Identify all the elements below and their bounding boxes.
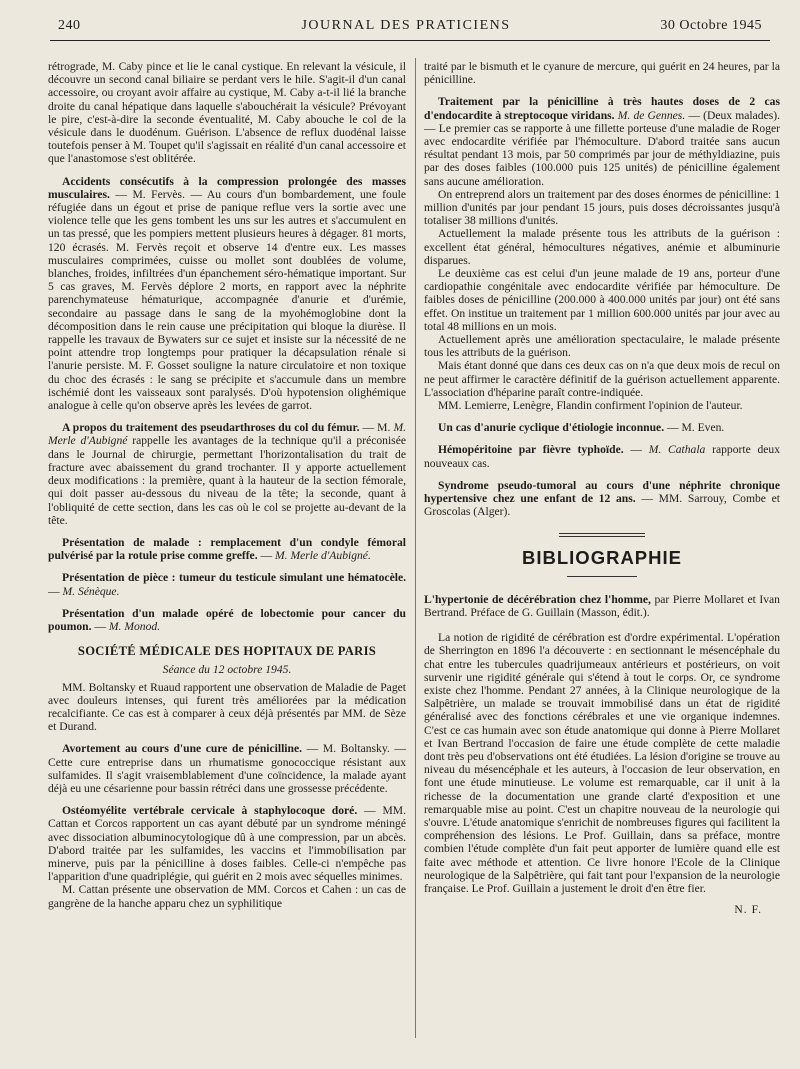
article-author: M. Fervès.	[132, 187, 185, 201]
right-column	[424, 60, 780, 916]
article-text: Au cours d'un bombardement, une foule réfugiée dans un égout et prise de panique reflue vers la sortie avec une violence telle que les gens tombent les uns sur les autres et s'accumulent en un tas pressé, que les pompiers mettent plusieurs heures à dégager. 81 morts, 120 écrasés. M. Fervès reçoit et observe 14 d'entre eux. Les masses musculaires comprimées, cuisse ou mollet sont doublées de volume, blanches, froides, infiltrées d'un épanchement séro-hématique important. Sur 5 cas graves, M. Fervès déplore 2 morts, en rapport avec la néphrite parenchymateuse hématurique, accompagnée d'anurie et d'urémie, secondaire au passage dans le sang de la myohémoglobine dont la décomposition dans le rein cause une précipitation qui bloque la diurèse. Il rappelle les travaux de Bywaters sur ce sujet et insiste sur la nécessité de ne point attendre trop longtemps pour pratiquer la décapsulation rénale si l'anurie persiste. M. F. Gosset souligne la nature circulatoire et non toxique du choc des écrasés : le sang se précipite et s'accumule dans un membre ischémié dont les vaisseaux sont paralysés. D'où hypotension olighémique analogue à celle qu'on observe après les levées de garrot.	[48, 187, 406, 413]
bibliography-section	[424, 533, 780, 577]
paragraph: Le deuxième cas est celui d'un jeune malade de 19 ans, porteur d'une cardiopathie congénitale avec endocardite vérifiée par hémoculture. De faibles doses de pénicilline (200.000 à 400.000 unités par jour) ont été sans effet. On institue un traitement par 1 million 600.000 unités par jour avec au total 48 millions en un mois.	[424, 267, 780, 333]
article-author: M. Even.	[681, 421, 725, 435]
book-review: La notion de rigidité de cérébration est d'ordre expérimental. L'opération de Sherrington en 1896 l'a découverte : en sectionnant le mésencéphale du chat entre les tubercules quadrijumeaux antérieurs et postérieurs, on voit survenir une rigidité générale qui s'étend à tout le corps. Or, ce syndrome existe chez l'homme. Pendant 27 années, à la Clinique neurologique de la Salpêtrière, un malade se trouvait immobilisé dans un état de rigidité généralisé avec des fonctions cérébrales et une vie organique indemnes. C'est ce cas humain avec son étude anatomique qui donne à Pierre Mollaret et Ivan Bertrand l'occasion de faire une étude complète de cette maladie dont très peu d'observations ont été étudiées. La lésion d'origine se trouve au niveau du mésencéphale et les auteurs, à l'occasion de leur observation, en font une étude minutieuse. Le volume est remarquable, car il unit à la richesse de la documentation une grande clarté d'exposition et une remarquable mise au point. C'est un chapitre nouveau de la neurologie qui s'ouvre. L'étude anatomique s'enrichit de nombreuses figures qui facilitent la compréhension des lésions. Le Prof. Guillain, dans sa préface, montre combien l'étude complète d'un fait peut apporter de lumière quand elle est faite avec méthode et attention. Ce livre honore l'Ecole de la Clinique neurologique de la Salpêtrière, qui fait tant pour l'expansion de la neurologie française. Le Prof. Guillain a justement le droit d'en être fier.	[424, 631, 780, 895]
article-title: Hémopéritoine par fièvre typhoïde.	[438, 443, 624, 457]
article-author: M. Boltansky.	[322, 742, 390, 756]
session-day: 12 octobre 1945.	[212, 663, 292, 677]
article-title: Présentation de pièce : tumeur du testicule simulant une hématocèle.	[62, 571, 406, 585]
paragraph: MM. Boltansky et Ruaud rapportent une observation de Maladie de Paget avec douleurs intenses, qui furent très améliorées par la médication recalcifiante. Ce cas est à comparer à ceux déjà présentés par MM. de Sèze et Durand.	[48, 680, 406, 734]
article-pseudarthroses: A propos du traitement des pseudarthroses du col du fémur. — M. M. Merle d'Aubigné rappelle les avantages de la technique qu'il a préconisée dans le Journal de chirurgie, permettant l'horizontalisation du trait de fracture avec abaissement du grand trochanter. Il y apporte actuellement deux modifications : la première, quant à la hauteur de la section fémorale, qui doit passer au-dessous du niveau de la tête; la seconde, quant à l'obliquité de cette section, dans les cas où le col se projette au-devant de la tête.	[48, 421, 407, 527]
article-author: M. Merle d'Aubigné.	[275, 549, 371, 563]
article-presentation-piece: Présentation de pièce : tumeur du testicule simulant une hématocèle. — M. Sénèque.	[48, 571, 406, 598]
article-author: M. Monod.	[108, 619, 161, 633]
society-heading: SOCIÉTÉ MÉDICALE DES HOPITAUX DE PARIS	[77, 644, 377, 659]
paragraph: MM. Lemierre, Lenègre, Flandin confirment l'opinion de l'auteur.	[438, 399, 743, 413]
article-title: Présentation d'un malade opéré de lobectomie pour cancer du poumon.	[48, 606, 406, 633]
paragraph: Mais étant donné que dans ces deux cas on n'a que deux mois de recul on ne peut affirmer le caractère définitif de la guérison actuellement apparente. L'association d'héparine paraît contre-indiquée.	[424, 359, 780, 399]
paragraph: On entreprend alors un traitement par des doses énormes de pénicilline: 1 million d'unités par jour pendant 15 jours, puis doses décroissantes jusqu'à totaliser 38 millions d'unités.	[424, 187, 780, 228]
session-date	[48, 663, 406, 676]
running-head	[50, 16, 762, 38]
paragraph: Actuellement la malade présente tous les attributs de la guérison : excellent état général, hémocultures négatives, anémie et albuminurie disparues.	[424, 227, 780, 267]
article-syndrome: Syndrome pseudo-tumoral au cours d'une néphrite chronique hypertensive chez une enfant de 12 ans. — MM. Sarrouy, Combe et Groscolas (Alger).	[424, 478, 781, 519]
paragraph: Actuellement après une amélioration spectaculaire, le malade présente tous les attributs de la guérison.	[424, 333, 780, 360]
article-author: M. Cathala	[648, 443, 706, 457]
reviewer-signature: N. F.	[734, 903, 762, 917]
article-hemoperitoine: Hémopéritoine par fièvre typhoïde. — M. Cathala rapporte deux nouveaux cas.	[424, 443, 781, 470]
page-number: 240	[58, 18, 81, 33]
article-author: M. Sénèque.	[62, 584, 120, 598]
issue-date: 30 Octobre 1945	[660, 18, 762, 33]
bibliography-heading: BIBLIOGRAPHIE	[522, 546, 682, 568]
paragraph: M. Cattan présente une observation de MM. Corcos et Cahen : un cas de gangrène de la hanche apparu chez un syphilitique	[48, 883, 406, 910]
article-text: rapporte deux nouveaux cas.	[424, 443, 781, 470]
column-divider	[415, 58, 416, 1038]
article-text: rapportent un cas ayant débuté par un syndrome méningé avec dissociation albuminocytologique dû à une compression, par un abcès. D'abord traitée par les sulfamides, les vaccins et l'immobilisation par minerve, puis par la pénicilline à doses faibles. Celle-ci n'empêche pas l'apparition d'une quadriplégie, qui guérit en 2 mois avec séquelles minimes.	[48, 817, 407, 884]
article-author: MM. Sarrouy, Combe et Groscolas (Alger).	[424, 492, 781, 519]
journal-title: JOURNAL DES PRATICIENS	[301, 18, 511, 33]
article-avortement: Avortement au cours d'une cure de pénicilline. — M. Boltansky. — Cette cure entreprise dans un rhumatisme gonococcique résistant aux sulfamides. Il s'agit vraisemblablement d'une coïncidence, la malade ayant déjà eu une césarienne pour bassin rétréci dans une grossesse précédente.	[48, 742, 407, 795]
article-osteomyelite: Ostéomyélite vertébrale cervicale à staphylocoque doré. — MM. Cattan et Corcos rapportent un cas ayant débuté par un syndrome méningé avec dissociation albuminocytologique dû à une compression, par un abcès. D'abord traitée par les sulfamides, les vaccins et l'immobilisation par minerve, puis par la pénicilline à doses faibles. Celle-ci n'empêche pas l'apparition d'une quadriplégie, qui guérit en 2 mois avec séquelles minimes.	[48, 804, 407, 884]
article-title: Avortement au cours d'une cure de pénicilline.	[62, 742, 303, 756]
article-lobectomie: Présentation d'un malade opéré de lobectomie pour cancer du poumon. — M. Monod.	[48, 606, 406, 633]
article-accidents: Accidents consécutifs à la compression prolongée des masses musculaires. — M. Fervès. — Au cours d'un bombardement, une foule réfugiée dans un égout et prise de panique reflue vers la sortie avec une violence telle que les gens tombent les uns sur les autres et s'accumulent en un tas pressé, que les pompiers mettent plusieurs heures à dégager. 81 morts, 120 écrasés. M. Fervès reçoit et observe 14 d'entre eux. Les masses musculaires comprimées, cuisse ou mollet sont doublées de volume, blanches, froides, infiltrées d'un épanchement séro-hématique important. Sur 5 cas graves, M. Fervès déplore 2 morts, en rapport avec la néphrite parenchymateuse hématurique, accompagnée d'anurie et d'urémie, secondaire au passage dans le sang de la myohémoglobine dont la décomposition dans le rein cause une précipitation qui bloque la diurèse. Il rappelle les travaux de Bywaters sur ce sujet et insiste sur la nécessité de ne point attendre trop longtemps pour pratiquer la décapsulation rénale si l'anurie persiste. M. F. Gosset souligne la nature circulatoire et non toxique du choc des écrasés : le sang se précipite et s'accumule dans un membre ischémié dont les vaisseaux sont paralysés. D'où hypotension olighémique analogue à celle qu'on observe après les levées de garrot.	[48, 174, 406, 413]
paragraph: rétrograde, M. Caby pince et lie le canal cystique. En relevant la vésicule, il découvre un second canal biliaire se perdant vers le hile. S'agit-il d'un canal accessoire, ou croyant avoir affaire au cystique, M. Caby a-t-il lié la branche droite du canal hépatique dans laquelle s'abouchérait la vésicule? Prévoyant le pire, c'est-à-dire la seconde éventualité, M. Caby abouche le col de la vésicule dans le duodénum. Guérison. L'absence de reflux duodénal laisse toutefois penser à M. Toupet qu'il s'agissait en réalité d'un canal accessoire et que l'anastomose s'est oblitérée.	[48, 60, 406, 166]
article-text: rappelle les avantages de la technique qu'il a préconisée dans le Journal de chirurgie, permettant l'horizontalisation du trait de fracture avec abaissement du grand trochanter. Il y apporte actuellement deux modifications : la première, quant à la hauteur de la section fémorale, qui doit passer au-dessous du niveau de la tête; la seconde, quant à l'obliquité de cette section, dans les cas où le col se projette au-devant de la tête.	[48, 434, 406, 527]
article-title: Un cas d'anurie cyclique d'étiologie inconnue.	[438, 421, 665, 435]
article-author: M. de Gennes.	[617, 108, 686, 122]
paragraph: traité par le bismuth et le cyanure de mercure, qui guérit en 24 heures, par la pénicilline.	[424, 60, 780, 87]
left-column	[48, 60, 406, 910]
session-prefix: Séance du	[162, 663, 210, 677]
article-title: Traitement par la pénicilline à très hautes doses de 2 cas d'endocardite à streptocoque viridans.	[424, 95, 780, 122]
article-title: Présentation de malade : remplacement d'un condyle fémoral pulvérisé par la rotule prise comme greffe.	[48, 535, 406, 563]
divider	[559, 533, 645, 534]
header-rule	[50, 40, 770, 41]
article-title: Accidents consécutifs à la compression prolongée des masses musculaires.	[48, 174, 406, 201]
book-authors: par Pierre Mollaret et Ivan Bertrand. Préface de G. Guillain (Masson, édit.).	[424, 592, 780, 619]
article-anurie: Un cas d'anurie cyclique d'étiologie inconnue. — M. Even.	[438, 421, 725, 435]
article-author: M. Merle d'Aubigné	[48, 421, 407, 448]
article-title: Syndrome pseudo-tumoral au cours d'une néphrite chronique hypertensive chez une enfant de 12 ans.	[424, 478, 780, 506]
article-presentation-malade: Présentation de malade : remplacement d'un condyle fémoral pulvérisé par la rotule prise comme greffe. — M. Merle d'Aubigné.	[48, 535, 406, 563]
article-author: MM. Cattan et Corcos	[48, 804, 407, 831]
article-text: Cette cure entreprise dans un rhumatisme gonococcique résistant aux sulfamides. Il s'agit vraisemblablement d'une coïncidence, la malade ayant déjà eu une césarienne pour bassin rétréci dans une grossesse précédente.	[48, 755, 406, 795]
article-title: Ostéomyélite vertébrale cervicale à staphylocoque doré.	[62, 804, 358, 818]
article-title: A propos du traitement des pseudarthroses du col du fémur.	[62, 421, 360, 435]
article-text: — (Deux malades). — Le premier cas se rapporte à une fillette porteuse d'une maladie de Roger avec endocardite vérifiée par l'hémoculture. D'abord traitée sans aucun résultat pendant 13 mois, par 50 comprimés par jour de méthyldiazine, puis par des doses faibles (100.000 puis 125 unités) de pénicilline également sans aucune amélioration.	[424, 108, 780, 188]
book-title: L'hypertonie de décérébration chez l'homme,	[424, 592, 651, 606]
article-penicilline	[424, 95, 780, 187]
book-reference	[424, 593, 780, 619]
divider	[567, 576, 637, 577]
divider	[559, 536, 645, 537]
